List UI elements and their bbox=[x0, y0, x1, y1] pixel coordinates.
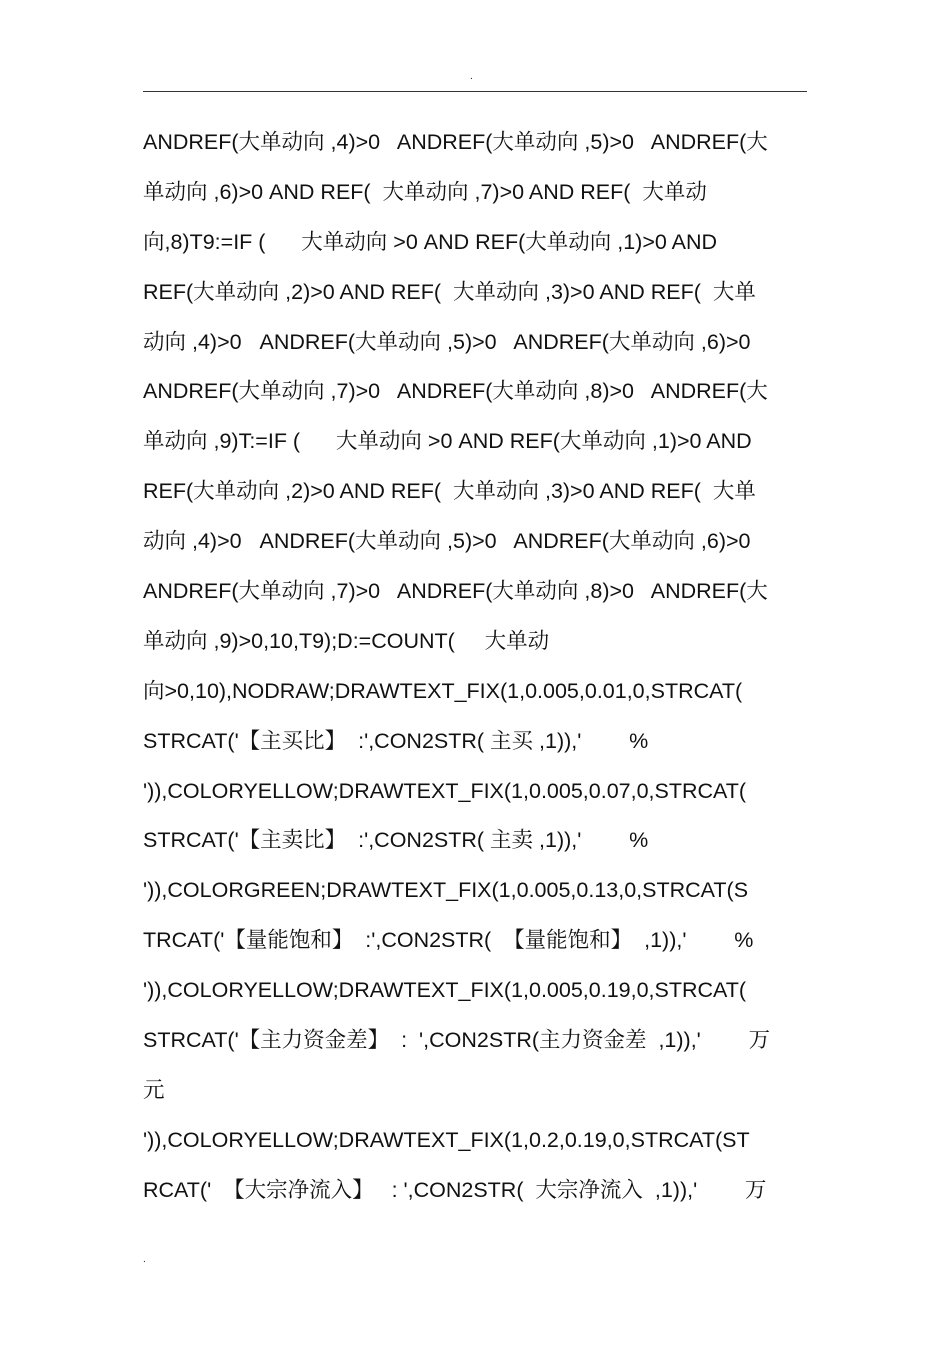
text-line: 单动向 ,9)T:=IF ( 大单动向 >0 AND REF(大单动向 ,1)>0 AND bbox=[143, 429, 752, 454]
text-line: 动向 ,4)>0 ANDREF(大单动向 ,5)>0 ANDREF(大单动向 ,6)>0 bbox=[143, 529, 751, 554]
text-line: 单动向 ,9)>0,10,T9);D:=COUNT( 大单动 bbox=[143, 628, 550, 653]
text-line: REF(大单动向 ,2)>0 AND REF( 大单动向 ,3)>0 AND REF( 大单 bbox=[143, 479, 756, 504]
text-line: ')),COLORYELLOW;DRAWTEXT_FIX(1,0.005,0.19,0,STRCAT( bbox=[143, 978, 747, 1003]
text-line: RCAT(' 【大宗净流入】 : ',CON2STR( 大宗净流入 ,1)),' 万 bbox=[143, 1177, 767, 1202]
text-line: ANDREF(大单动向 ,7)>0 ANDREF(大单动向 ,8)>0 ANDREF(大 bbox=[143, 579, 768, 604]
document-body bbox=[143, 121, 813, 1219]
text-line: 元 bbox=[143, 1077, 165, 1102]
text-line: REF(大单动向 ,2)>0 AND REF( 大单动向 ,3)>0 AND REF( 大单 bbox=[143, 279, 756, 304]
text-line: ANDREF(大单动向 ,4)>0 ANDREF(大单动向 ,5)>0 ANDREF(大 bbox=[143, 130, 768, 154]
text-line: STRCAT('【主买比】 :',CON2STR( 主买 ,1)),' % bbox=[143, 728, 649, 753]
text-line: TRCAT('【量能饱和】 :',CON2STR( 【量能饱和】 ,1)),' % bbox=[143, 928, 754, 953]
page-footer-mark: . bbox=[143, 1254, 146, 1265]
text-line: 动向 ,4)>0 ANDREF(大单动向 ,5)>0 ANDREF(大单动向 ,6)>0 bbox=[143, 329, 751, 354]
header-divider bbox=[143, 91, 807, 92]
text-line: 单动向 ,6)>0 AND REF( 大单动向 ,7)>0 AND REF( 大单动 bbox=[143, 179, 707, 204]
text-line: 向>0,10),NODRAW;DRAWTEXT_FIX(1,0.005,0.01,0,STRCAT( bbox=[143, 678, 743, 703]
text-line: STRCAT('【主卖比】 :',CON2STR( 主卖 ,1)),' % bbox=[143, 828, 649, 853]
text-line: ANDREF(大单动向 ,7)>0 ANDREF(大单动向 ,8)>0 ANDREF(大 bbox=[143, 379, 768, 404]
text-line: 向,8)T9:=IF ( 大单动向 >0 AND REF(大单动向 ,1)>0 AND bbox=[143, 229, 718, 254]
text-line: STRCAT('【主力资金差】 : ',CON2STR(主力资金差 ,1)),' 万 bbox=[143, 1028, 771, 1053]
text-line: ')),COLORYELLOW;DRAWTEXT_FIX(1,0.2,0.19,0,STRCAT(ST bbox=[143, 1127, 750, 1152]
text-line: ')),COLORGREEN;DRAWTEXT_FIX(1,0.005,0.13,0,STRCAT(S bbox=[143, 878, 749, 903]
page-header-mark: . bbox=[470, 71, 473, 82]
text-line: ')),COLORYELLOW;DRAWTEXT_FIX(1,0.005,0.07,0,STRCAT( bbox=[143, 778, 747, 803]
